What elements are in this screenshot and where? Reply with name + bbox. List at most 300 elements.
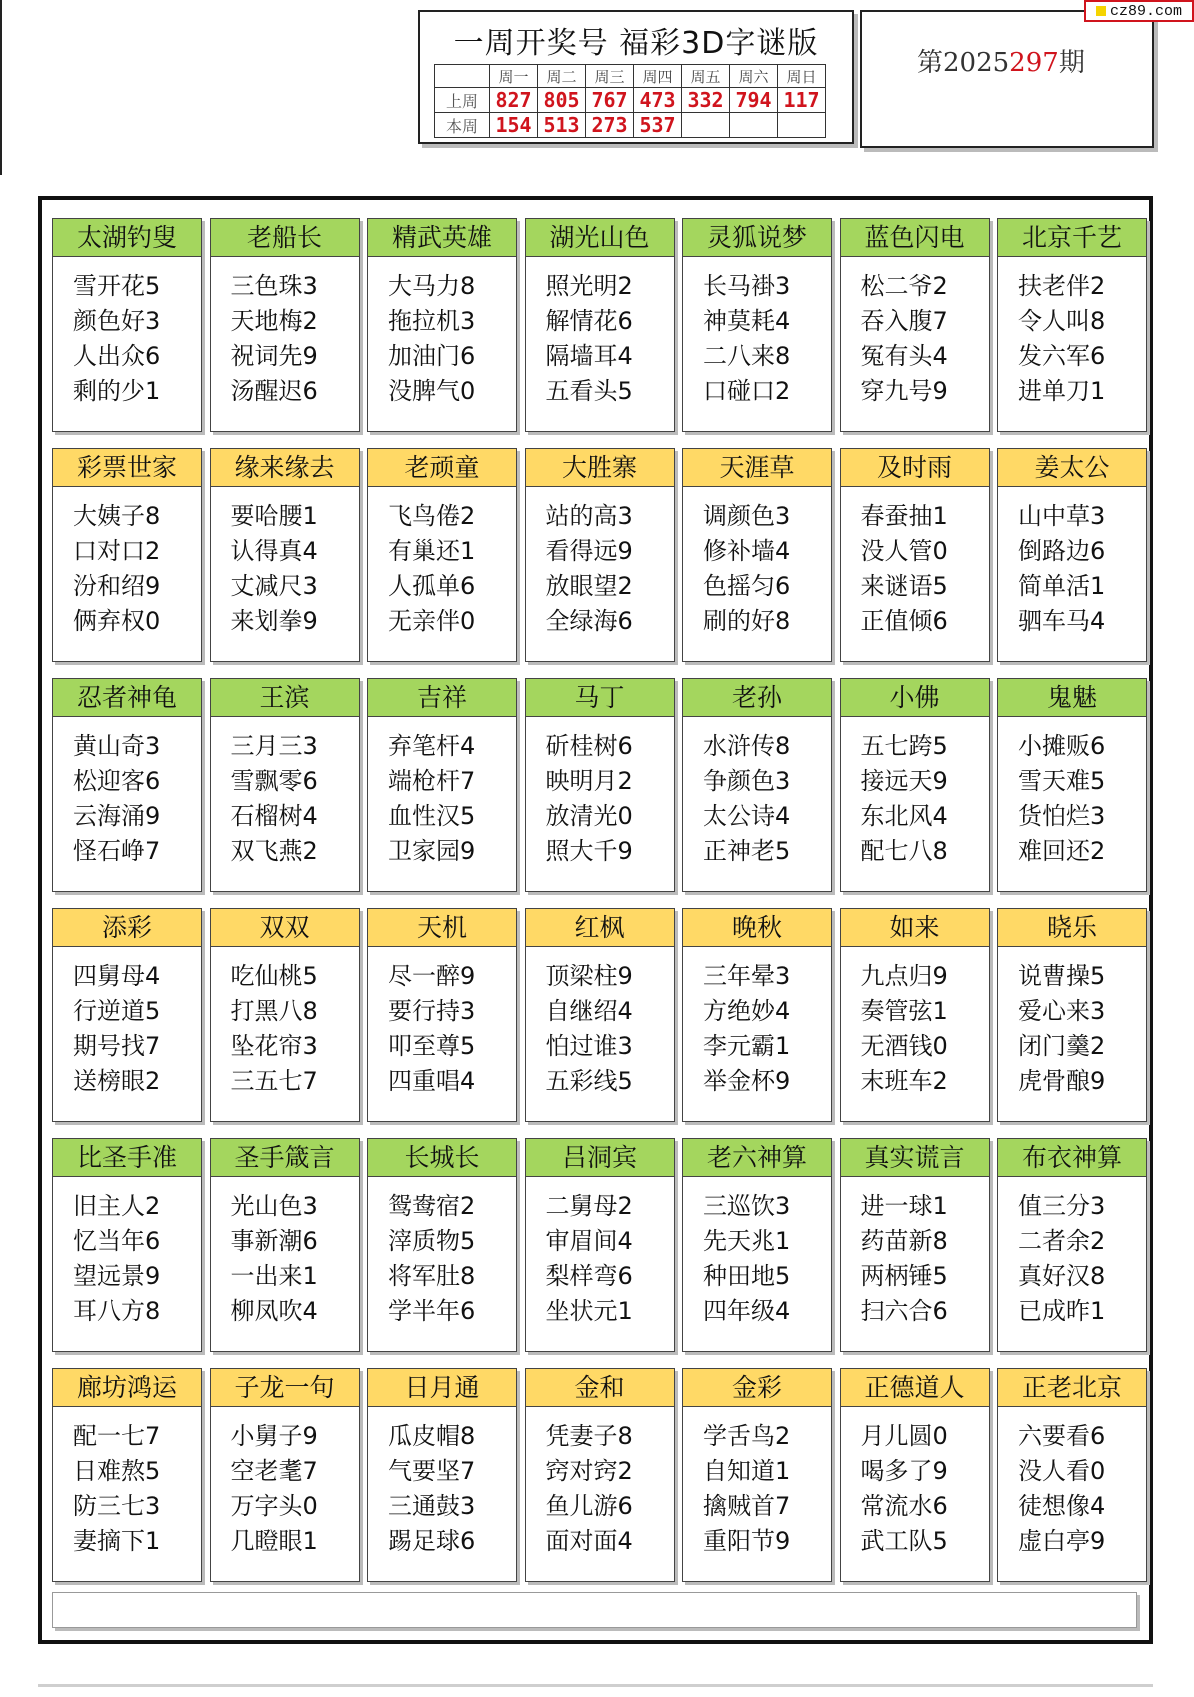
riddle-line: 四重唱4 (388, 1067, 476, 1095)
riddle-line: 李元霸1 (703, 1032, 791, 1060)
riddle-line: 大马力8 (388, 272, 476, 300)
riddle-line: 倒路边6 (1018, 537, 1106, 565)
riddle-line: 东北风4 (860, 802, 948, 830)
draw-number: 537 (634, 113, 682, 138)
riddle-line: 颜色好3 (73, 307, 161, 335)
card-author: 天机 (368, 909, 516, 947)
riddle-line: 耳八方8 (73, 1297, 161, 1325)
riddle-line: 旧主人2 (73, 1192, 161, 1220)
card-author: 吉祥 (368, 679, 516, 717)
day-header-row (435, 65, 826, 88)
riddle-line: 空老耄7 (230, 1457, 318, 1485)
riddle-line: 人出众6 (73, 342, 161, 370)
card-author: 老孙 (683, 679, 831, 717)
riddle-line: 要哈腰1 (230, 502, 318, 530)
riddle-line: 照大千9 (545, 837, 633, 865)
riddle-line: 将军肚8 (388, 1262, 476, 1290)
riddle-card (367, 678, 517, 892)
riddle-line: 学舌鸟2 (703, 1422, 791, 1450)
riddle-card (997, 218, 1147, 432)
issue-box (860, 10, 1154, 148)
card-author: 长城长 (368, 1139, 516, 1177)
riddle-line: 驷车马4 (1018, 607, 1106, 635)
card-riddle-lines (683, 257, 831, 409)
riddle-card (210, 448, 360, 662)
riddle-line: 末班车2 (860, 1067, 948, 1095)
card-author: 忍者神龟 (53, 679, 201, 717)
riddle-line: 吞入腹7 (860, 307, 948, 335)
draw-number: 117 (778, 88, 826, 113)
riddle-line: 站的高3 (545, 502, 633, 530)
card-author: 如来 (841, 909, 989, 947)
riddle-card (997, 1138, 1147, 1352)
riddle-line: 长马褂3 (703, 272, 791, 300)
card-riddle-lines (841, 947, 989, 1099)
riddle-line: 三五七7 (230, 1067, 318, 1095)
riddle-line: 接远天9 (860, 767, 948, 795)
riddle-line: 日难熬5 (73, 1457, 161, 1485)
riddle-line: 没脾气0 (388, 377, 476, 405)
card-riddle-lines (526, 947, 674, 1099)
riddle-line: 学半年6 (388, 1297, 476, 1325)
riddle-line: 小摊贩6 (1018, 732, 1106, 760)
riddle-card (682, 1368, 832, 1582)
riddle-line: 望远景9 (73, 1262, 161, 1290)
riddle-line: 期号找7 (73, 1032, 161, 1060)
riddle-line: 行逆道5 (73, 997, 161, 1025)
riddle-card (997, 1368, 1147, 1582)
card-author: 圣手箴言 (211, 1139, 359, 1177)
riddle-line: 无亲伴0 (388, 607, 476, 635)
riddle-line: 大姨子8 (73, 502, 161, 530)
riddle-line: 修补墙4 (703, 537, 791, 565)
card-riddle-lines (211, 257, 359, 409)
riddle-line: 打黑八8 (230, 997, 318, 1025)
card-author: 正老北京 (998, 1369, 1146, 1407)
riddle-line: 几瞪眼1 (230, 1527, 318, 1555)
riddle-card (525, 218, 675, 432)
riddle-line: 自知道1 (703, 1457, 791, 1485)
riddle-line: 映明月2 (545, 767, 633, 795)
page-title: 一周开奖号 福彩3D字谜版 (453, 26, 819, 61)
card-riddle-lines (368, 947, 516, 1099)
issue-prefix: 第2025 (917, 48, 1010, 78)
riddle-line: 滓质物5 (388, 1227, 476, 1255)
riddle-line: 祝词先9 (230, 342, 318, 370)
riddle-card (525, 1368, 675, 1582)
card-author: 北京千艺 (998, 219, 1146, 257)
riddle-line: 放眼望2 (545, 572, 633, 600)
riddle-line: 两柄锤5 (860, 1262, 948, 1290)
riddle-card (525, 678, 675, 892)
card-author: 彩票世家 (53, 449, 201, 487)
riddle-card (840, 908, 990, 1122)
riddle-card (682, 1138, 832, 1352)
riddle-line: 色摇匀6 (703, 572, 791, 600)
riddle-line: 已成昨1 (1018, 1297, 1106, 1325)
card-riddle-lines (526, 717, 674, 869)
riddle-line: 二八来8 (703, 342, 791, 370)
card-riddle-lines (53, 717, 201, 869)
draw-number: 473 (634, 88, 682, 113)
draw-number: 805 (538, 88, 586, 113)
draw-number: 332 (682, 88, 730, 113)
card-author: 金和 (526, 1369, 674, 1407)
card-riddle-lines (526, 1177, 674, 1329)
riddle-line: 配七八8 (860, 837, 948, 865)
riddle-line: 进一球1 (860, 1192, 948, 1220)
riddle-line: 防三七3 (73, 1492, 161, 1520)
card-riddle-lines (368, 1177, 516, 1329)
riddle-line: 送榜眼2 (73, 1067, 161, 1095)
riddle-card (210, 678, 360, 892)
card-riddle-lines (841, 257, 989, 409)
riddle-line: 光山色3 (230, 1192, 318, 1220)
riddle-line: 飞鸟倦2 (388, 502, 476, 530)
riddle-line: 二舅母2 (545, 1192, 633, 1220)
issue-suffix: 期 (1058, 48, 1085, 78)
card-riddle-lines (211, 717, 359, 869)
riddle-line: 一出来1 (230, 1262, 318, 1290)
riddle-card (682, 908, 832, 1122)
riddle-card (525, 1138, 675, 1352)
card-author: 姜太公 (998, 449, 1146, 487)
riddle-line: 坠花帘3 (230, 1032, 318, 1060)
riddle-line: 吃仙桃5 (230, 962, 318, 990)
riddle-line: 隔墙耳4 (545, 342, 633, 370)
riddle-card (840, 1368, 990, 1582)
riddle-line: 重阳节9 (703, 1527, 791, 1555)
riddle-line: 扫六合6 (860, 1297, 948, 1325)
card-author: 缘来缘去 (211, 449, 359, 487)
card-author: 鬼魅 (998, 679, 1146, 717)
riddle-line: 常流水6 (860, 1492, 948, 1520)
card-author: 比圣手准 (53, 1139, 201, 1177)
riddle-line: 四年级4 (703, 1297, 791, 1325)
riddle-line: 没人管0 (860, 537, 948, 565)
riddle-line: 春蚕抽1 (860, 502, 948, 530)
card-riddle-lines (368, 717, 516, 869)
riddle-line: 气要坚7 (388, 1457, 476, 1485)
card-riddle-lines (53, 487, 201, 639)
riddle-line: 二者余2 (1018, 1227, 1106, 1255)
card-riddle-lines (526, 257, 674, 409)
card-author: 及时雨 (841, 449, 989, 487)
riddle-line: 神莫耗4 (703, 307, 791, 335)
riddle-card (525, 908, 675, 1122)
riddle-line: 卫家园9 (388, 837, 476, 865)
riddle-line: 叩至尊5 (388, 1032, 476, 1060)
card-author: 灵狐说梦 (683, 219, 831, 257)
riddle-line: 丈减尺3 (230, 572, 318, 600)
riddle-line: 药苗新8 (860, 1227, 948, 1255)
riddle-line: 刷的好8 (703, 607, 791, 635)
riddle-line: 梨样弯6 (545, 1262, 633, 1290)
riddle-line: 事新潮6 (230, 1227, 318, 1255)
card-author: 添彩 (53, 909, 201, 947)
riddle-line: 云海涌9 (73, 802, 161, 830)
riddle-line: 全绿海6 (545, 607, 633, 635)
card-riddle-lines (368, 1407, 516, 1559)
riddle-line: 斫桂树6 (545, 732, 633, 760)
riddle-line: 人孤单6 (388, 572, 476, 600)
card-riddle-lines (368, 487, 516, 639)
riddle-card (682, 448, 832, 662)
riddle-line: 擒贼首7 (703, 1492, 791, 1520)
riddle-line: 黄山奇3 (73, 732, 161, 760)
card-author: 晓乐 (998, 909, 1146, 947)
riddle-line: 三月三3 (230, 732, 318, 760)
card-author: 布衣神算 (998, 1139, 1146, 1177)
corner-cell (435, 65, 490, 88)
card-riddle-lines (53, 1177, 201, 1329)
card-riddle-lines (53, 257, 201, 409)
card-author: 小佛 (841, 679, 989, 717)
riddle-line: 山中草3 (1018, 502, 1106, 530)
riddle-line: 汾和绍9 (73, 572, 161, 600)
riddle-line: 鱼儿游6 (545, 1492, 633, 1520)
watermark-text: cz89.com (1109, 2, 1182, 20)
card-author: 子龙一句 (211, 1369, 359, 1407)
card-riddle-lines (683, 1177, 831, 1329)
riddle-line: 雪天难5 (1018, 767, 1106, 795)
riddle-line: 先天兆1 (703, 1227, 791, 1255)
riddle-line: 五彩线5 (545, 1067, 633, 1095)
riddle-card (52, 218, 202, 432)
draw-number (730, 113, 778, 138)
riddle-card (52, 1138, 202, 1352)
riddle-line: 扶老伴2 (1018, 272, 1106, 300)
riddle-card (367, 1368, 517, 1582)
riddle-line: 货怕烂3 (1018, 802, 1106, 830)
riddle-line: 闭门羹2 (1018, 1032, 1106, 1060)
day-header: 周六 (730, 65, 778, 88)
riddle-line: 口碰口2 (703, 377, 791, 405)
riddle-line: 太公诗4 (703, 802, 791, 830)
bottom-rule (38, 1684, 1153, 1687)
riddle-line: 妻摘下1 (73, 1527, 161, 1555)
draw-number: 794 (730, 88, 778, 113)
riddle-line: 看得远9 (545, 537, 633, 565)
card-author: 大胜寨 (526, 449, 674, 487)
riddle-line: 小舅子9 (230, 1422, 318, 1450)
riddle-line: 面对面4 (545, 1527, 633, 1555)
riddle-line: 进单刀1 (1018, 377, 1106, 405)
riddle-line: 汤醒迟6 (230, 377, 318, 405)
riddle-card (525, 448, 675, 662)
riddle-line: 种田地5 (703, 1262, 791, 1290)
draw-number: 767 (586, 88, 634, 113)
card-riddle-lines (368, 257, 516, 409)
card-author: 精武英雄 (368, 219, 516, 257)
riddle-line: 凭妻子8 (545, 1422, 633, 1450)
riddle-line: 怕过谁3 (545, 1032, 633, 1060)
riddle-card (682, 218, 832, 432)
riddle-line: 真好汉8 (1018, 1262, 1106, 1290)
draw-number (682, 113, 730, 138)
card-riddle-lines (526, 1407, 674, 1559)
riddle-line: 奏管弦1 (860, 997, 948, 1025)
riddle-card (210, 908, 360, 1122)
weekly-draw-table (434, 64, 826, 138)
day-header: 周一 (490, 65, 538, 88)
card-riddle-lines (526, 487, 674, 639)
card-author: 王滨 (211, 679, 359, 717)
riddle-line: 三年晕3 (703, 962, 791, 990)
riddle-card (997, 678, 1147, 892)
row-label: 本周 (435, 113, 490, 138)
riddle-line: 顶梁柱9 (545, 962, 633, 990)
riddle-line: 万字头0 (230, 1492, 318, 1520)
riddle-line: 拖拉机3 (388, 307, 476, 335)
card-author: 老六神算 (683, 1139, 831, 1177)
riddle-line: 月儿圆0 (860, 1422, 948, 1450)
riddle-line: 方绝妙4 (703, 997, 791, 1025)
day-header: 周五 (682, 65, 730, 88)
riddle-card (367, 218, 517, 432)
card-author: 正德道人 (841, 1369, 989, 1407)
riddle-line: 冤有头4 (860, 342, 948, 370)
riddle-card (997, 908, 1147, 1122)
riddle-card (840, 1138, 990, 1352)
draw-number: 827 (490, 88, 538, 113)
riddle-line: 认得真4 (230, 537, 318, 565)
riddle-line: 口对口2 (73, 537, 161, 565)
card-riddle-lines (998, 487, 1146, 639)
riddle-line: 调颜色3 (703, 502, 791, 530)
riddle-line: 九点归9 (860, 962, 948, 990)
riddle-line: 雪开花5 (73, 272, 161, 300)
riddle-line: 松迎客6 (73, 767, 161, 795)
draw-number (778, 113, 826, 138)
riddle-line: 值三分3 (1018, 1192, 1106, 1220)
riddle-line: 三通鼓3 (388, 1492, 476, 1520)
riddle-card (367, 908, 517, 1122)
riddle-line: 弃笔杆4 (388, 732, 476, 760)
site-watermark (1084, 0, 1194, 22)
riddle-card (840, 678, 990, 892)
card-author: 湖光山色 (526, 219, 674, 257)
riddle-card (210, 1138, 360, 1352)
weekly-draw-header (418, 10, 854, 144)
card-author: 蓝色闪电 (841, 219, 989, 257)
card-author: 廊坊鸿运 (53, 1369, 201, 1407)
issue-number (917, 42, 1085, 79)
riddle-line: 怪石峥7 (73, 837, 161, 865)
riddle-card (367, 1138, 517, 1352)
riddle-card (52, 448, 202, 662)
riddle-line: 端枪杆7 (388, 767, 476, 795)
riddle-card (840, 218, 990, 432)
riddle-line: 三巡饮3 (703, 1192, 791, 1220)
riddle-line: 没人看0 (1018, 1457, 1106, 1485)
card-riddle-lines (211, 487, 359, 639)
riddle-line: 踢足球6 (388, 1527, 476, 1555)
card-riddle-lines (841, 1407, 989, 1559)
riddle-line: 说曹操5 (1018, 962, 1106, 990)
riddle-line: 六要看6 (1018, 1422, 1106, 1450)
riddle-line: 举金杯9 (703, 1067, 791, 1095)
riddle-line: 武工队5 (860, 1527, 948, 1555)
card-riddle-lines (53, 1407, 201, 1559)
card-author: 老顽童 (368, 449, 516, 487)
card-author: 红枫 (526, 909, 674, 947)
riddle-line: 松二爷2 (860, 272, 948, 300)
riddle-line: 令人叫8 (1018, 307, 1106, 335)
riddle-line: 虎骨酿9 (1018, 1067, 1106, 1095)
riddle-line: 解情花6 (545, 307, 633, 335)
card-riddle-lines (841, 1177, 989, 1329)
riddle-line: 瓜皮帽8 (388, 1422, 476, 1450)
riddle-line: 剩的少1 (73, 377, 161, 405)
riddle-line: 照光明2 (545, 272, 633, 300)
riddle-line: 坐状元1 (545, 1297, 633, 1325)
riddle-card (367, 448, 517, 662)
riddle-line: 尽一醉9 (388, 962, 476, 990)
riddle-line: 有巢还1 (388, 537, 476, 565)
riddle-line: 水浒传8 (703, 732, 791, 760)
bottom-blank-bar (52, 1592, 1137, 1628)
riddle-line: 爱心来3 (1018, 997, 1106, 1025)
card-riddle-lines (998, 947, 1146, 1099)
riddle-line: 自继绍4 (545, 997, 633, 1025)
riddle-line: 正神老5 (703, 837, 791, 865)
riddle-line: 鸳鸯宿2 (388, 1192, 476, 1220)
draw-number: 513 (538, 113, 586, 138)
riddle-card (997, 448, 1147, 662)
riddle-line: 来划拳9 (230, 607, 318, 635)
watermark-square-icon (1096, 6, 1106, 16)
riddle-card (52, 908, 202, 1122)
riddle-line: 虚白亭9 (1018, 1527, 1106, 1555)
card-author: 马丁 (526, 679, 674, 717)
riddle-card (210, 1368, 360, 1582)
card-author: 太湖钓叟 (53, 219, 201, 257)
card-riddle-lines (683, 487, 831, 639)
card-riddle-lines (683, 1407, 831, 1559)
card-author: 双双 (211, 909, 359, 947)
card-author: 吕洞宾 (526, 1139, 674, 1177)
riddle-line: 加油门6 (388, 342, 476, 370)
card-riddle-lines (683, 717, 831, 869)
riddle-line: 雪飘零6 (230, 767, 318, 795)
card-author: 真实谎言 (841, 1139, 989, 1177)
riddle-line: 天地梅2 (230, 307, 318, 335)
riddle-line: 发六军6 (1018, 342, 1106, 370)
riddle-line: 五七跨5 (860, 732, 948, 760)
left-edge-rule (0, 0, 2, 175)
riddle-line: 三色珠3 (230, 272, 318, 300)
riddle-line: 石榴树4 (230, 802, 318, 830)
day-header: 周日 (778, 65, 826, 88)
riddle-line: 五看头5 (545, 377, 633, 405)
row-label: 上周 (435, 88, 490, 113)
riddle-line: 徒想像4 (1018, 1492, 1106, 1520)
riddle-line: 血性汉5 (388, 802, 476, 830)
riddle-line: 穿九号9 (860, 377, 948, 405)
riddle-line: 争颜色3 (703, 767, 791, 795)
riddle-line: 难回还2 (1018, 837, 1106, 865)
card-riddle-lines (211, 1407, 359, 1559)
this-week-row (435, 113, 826, 138)
card-author: 晚秋 (683, 909, 831, 947)
day-header: 周二 (538, 65, 586, 88)
card-riddle-lines (683, 947, 831, 1099)
card-riddle-lines (998, 1407, 1146, 1559)
riddle-card (52, 678, 202, 892)
riddle-line: 要行持3 (388, 997, 476, 1025)
riddle-line: 窍对窍2 (545, 1457, 633, 1485)
